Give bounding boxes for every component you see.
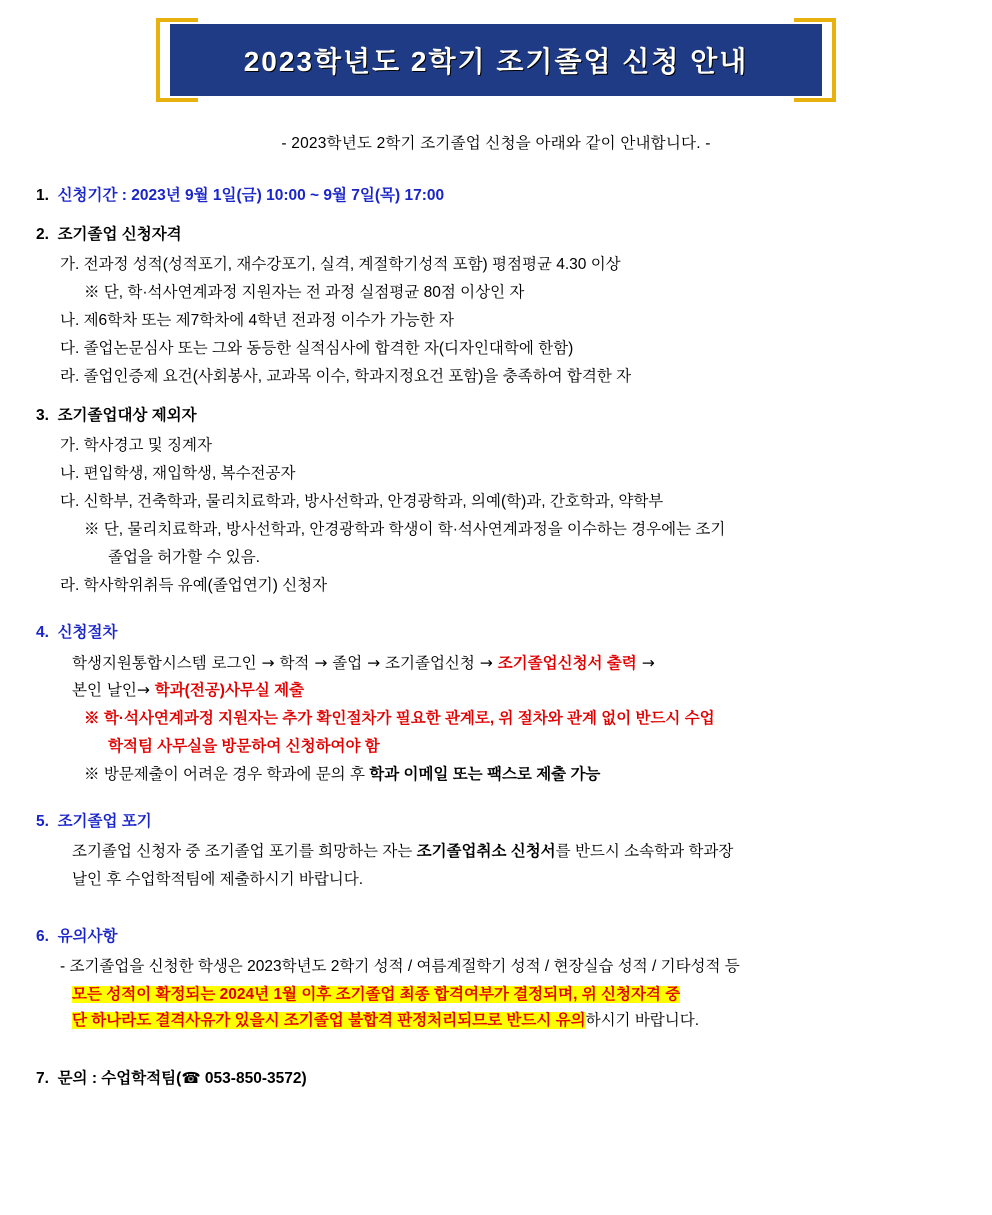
procedure-flow-arrow-1: → [636, 654, 655, 673]
list-item-note: ※ 단, 물리치료학과, 방사선학과, 안경광학과 학생이 학·석사연계과정을 이수하는 경우에는 조기 [84, 521, 726, 539]
title-banner [156, 18, 836, 102]
procedure-note-1-continued: 학적팀 사무실을 방문하여 신청하여야 함 [108, 738, 380, 756]
procedure-flow-line-2 [36, 678, 956, 703]
section-3-heading [36, 404, 956, 428]
procedure-note-2 [36, 763, 956, 787]
page-title: 2023학년도 2학기 조기졸업 신청 안내 [243, 46, 749, 77]
section-7-phone: 053-850-3572) [200, 1070, 307, 1088]
section-6-heading [36, 925, 956, 949]
caution-line-2 [36, 983, 956, 1007]
section-7-heading [36, 1066, 956, 1091]
section-1-heading [36, 184, 956, 208]
list-item: 다. 신학부, 건축학과, 물리치료학과, 방사선학과, 안경광학과, 의예(학)과, 간호학과, 약학부 [60, 493, 664, 511]
section-1-number: 1. [36, 187, 49, 205]
list-item: 다. 졸업논문심사 또는 그와 동등한 실적심사에 합격한 자(디자인대학에 한함) [60, 340, 574, 358]
section-2-number: 2. [36, 226, 49, 244]
procedure-note-2-text: 방문제출이 어려운 경우 학과에 문의 후 [103, 766, 370, 784]
section-6-title: 유의사항 [57, 928, 118, 946]
document-body [0, 132, 992, 1091]
section-7-number: 7. [36, 1070, 49, 1088]
section-contact [36, 1066, 956, 1091]
banner-background [170, 24, 822, 96]
caution-tail: 하시기 바랍니다. [585, 1012, 700, 1030]
procedure-flow-plain-1: 학생지원통합시스템 로그인 → 학적 → 졸업 → 조기졸업신청 → [72, 654, 498, 673]
caution-highlight-1: 모든 성적이 확정되는 2024년 1월 이후 조기졸업 최종 합격여부가 결정되며, 위 신청자격 중 [72, 986, 681, 1004]
procedure-note-2-mark: ※ [84, 766, 104, 784]
caution-line-1: - 조기졸업을 신청한 학생은 2023학년도 2학기 성적 / 여름계절학기 성적 / 현장실습 성적 / 기타성적 등 [60, 958, 740, 976]
section-3-number: 3. [36, 407, 49, 425]
section-5-heading [36, 810, 956, 834]
intro-line: - 2023학년도 2학기 조기졸업 신청을 아래와 같이 안내합니다. - [281, 135, 711, 152]
section-eligibility [36, 223, 956, 389]
list-item-note-continued: 졸업을 허가할 수 있음. [108, 549, 260, 567]
list-item: 라. 학사학위취득 유예(졸업연기) 신청자 [60, 577, 328, 595]
procedure-flow-emphasis-2: 학과(전공)사무실 제출 [154, 682, 305, 700]
procedure-note-1 [36, 707, 956, 731]
section-4-heading [36, 621, 956, 645]
section-4-title: 신청절차 [57, 624, 118, 642]
procedure-flow-line-1 [36, 651, 956, 676]
withdrawal-emphasis: 조기졸업취소 신청서 [416, 843, 556, 861]
section-4-number: 4. [36, 624, 49, 642]
list-item: 나. 편입학생, 재입학생, 복수전공자 [60, 465, 296, 483]
section-5-number: 5. [36, 813, 49, 831]
section-7-label: 문의 : 수업학적팀( [57, 1070, 182, 1088]
caution-highlight-2: 단 하나라도 결격사유가 있을시 조기졸업 불합격 판정처리되므로 반드시 유의 [72, 1012, 586, 1030]
procedure-note-2-emphasis: 학과 이메일 또는 팩스로 제출 가능 [369, 766, 601, 784]
caution-line-3 [36, 1009, 956, 1033]
section-1-label: 신청기간 : [57, 187, 132, 205]
section-2-heading [36, 223, 956, 247]
section-5-title: 조기졸업 포기 [57, 813, 152, 831]
procedure-note-1-text: 학·석사연계과정 지원자는 추가 확인절차가 필요한 관계로, 위 절차와 관계 없이 반드시 수업 [103, 710, 715, 728]
withdrawal-body-line-1 [36, 840, 956, 864]
section-procedure [36, 621, 956, 787]
section-cautions [36, 925, 956, 1033]
section-3-title: 조기졸업대상 제외자 [57, 407, 197, 425]
section-withdrawal [36, 810, 956, 892]
list-item: 가. 전과정 성적(성적포기, 재수강포기, 실격, 계절학기성적 포함) 평점평균 4.30 이상 [60, 256, 621, 274]
telephone-icon: ☎ [181, 1069, 201, 1088]
list-item: 나. 제6학차 또는 제7학차에 4학년 전과정 이수가 가능한 자 [60, 312, 455, 330]
list-item-note: ※ 단, 학·석사연계과정 지원자는 전 과정 실점평균 80점 이상인 자 [84, 284, 525, 302]
section-1-value: 2023년 9월 1일(금) 10:00 ~ 9월 7일(목) 17:00 [131, 187, 445, 205]
list-item: 가. 학사경고 및 징계자 [60, 437, 212, 455]
procedure-note-1-mark: ※ [84, 710, 104, 728]
section-exclusions [36, 404, 956, 598]
withdrawal-text-2: 를 반드시 소속학과 학과장 [555, 843, 734, 861]
procedure-flow-plain-2: 본인 날인→ [72, 681, 155, 700]
section-application-period [36, 184, 956, 208]
list-item: 라. 졸업인증제 요건(사회봉사, 교과목 이수, 학과지정요건 포함)을 충족하여 합격한 자 [60, 368, 632, 386]
withdrawal-text-1: 조기졸업 신청자 중 조기졸업 포기를 희망하는 자는 [72, 843, 417, 861]
section-6-number: 6. [36, 928, 49, 946]
withdrawal-body-line-2: 날인 후 수업학적팀에 제출하시기 바랍니다. [72, 871, 364, 889]
procedure-flow-emphasis-1: 조기졸업신청서 출력 [497, 655, 637, 673]
section-2-title: 조기졸업 신청자격 [57, 226, 182, 244]
